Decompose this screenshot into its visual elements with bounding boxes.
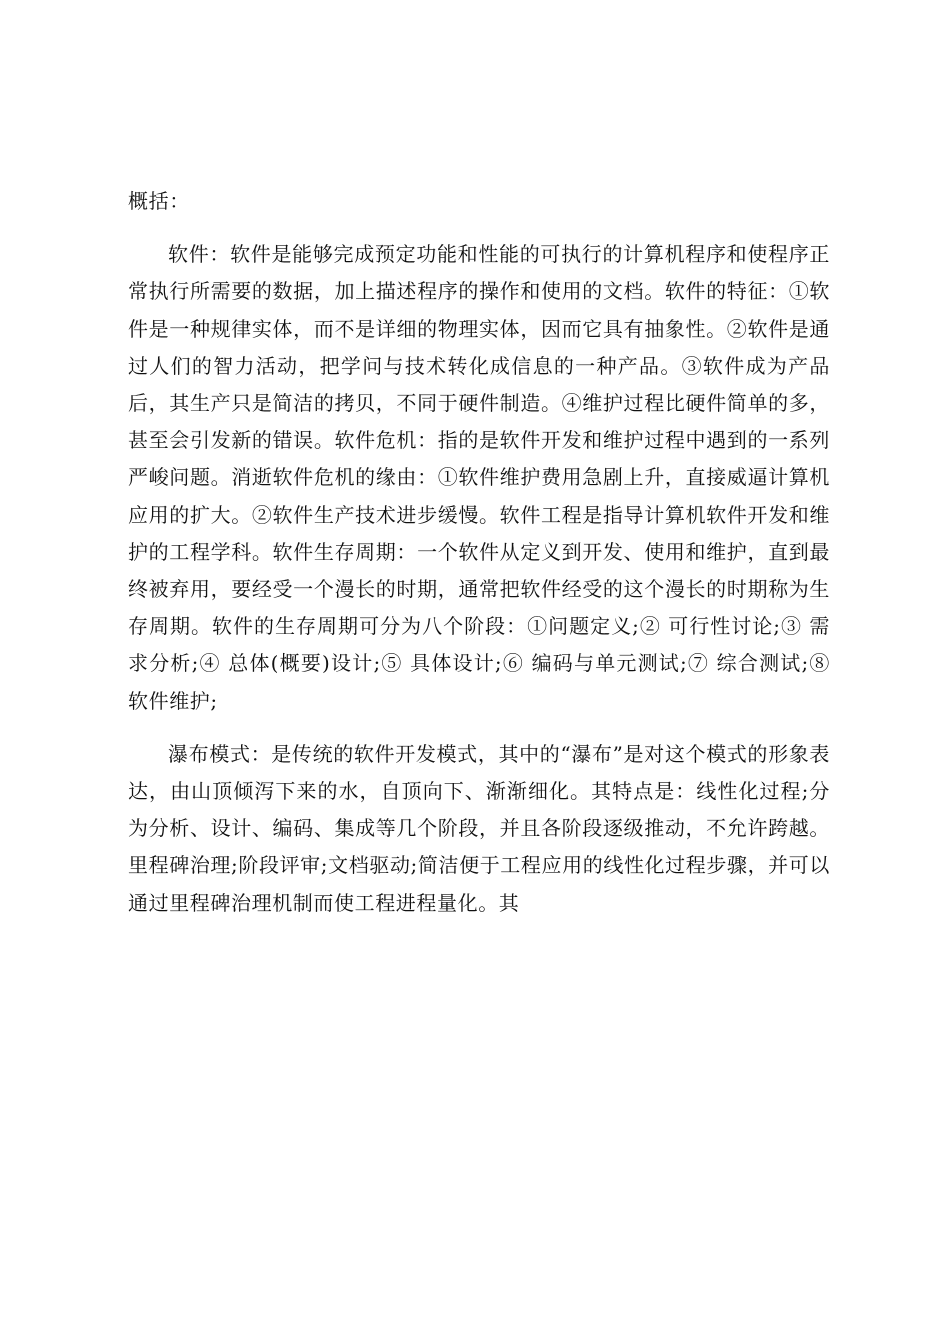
paragraph-software-definition: 软件：软件是能够完成预定功能和性能的可执行的计算机程序和使程序正常执行所需要的数据，加上描述程序的操作和使用的文档。软件的特征：①软件是一种规律实体，而不是详细的物理实体，因而它具有抽象性。②软件是通过人们的智力活动，把学问与技术转化成信息的一种产品。③软件成为产品后，其生产只是简洁的拷贝，不同于硬件制造。④维护过程比硬件简单的多，甚至会引发新的错误。软件危机：指的是软件开发和维护过程中遇到的一系列严峻问题。消逝软件危机的缘由：①软件维护费用急剧上升，直接威逼计算机应用的扩大。②软件生产技术进步缓慢。软件工程是指导计算机软件开发和维护的工程学科。软件生存周期：一个软件从定义到开发、使用和维护，直到最终被弃用，要经受一个漫长的时期，通常把软件经受的这个漫长的时期称为生存周期。软件的生存周期可分为八个阶段：①问题定义;② 可行性讨论;③ 需求分析;④ 总体(概要)设计;⑤ 具体设计;⑥ 编码与单元测试;⑦ 综合测试;⑧ 软件维护; xyxy=(128,242,830,713)
paragraph-waterfall-model: 瀑布模式：是传统的软件开发模式，其中的“瀑布”是对这个模式的形象表达，由山顶倾泻下来的水，自顶向下、渐渐细化。其特点是：线性化过程;分为分析、设计、编码、集成等几个阶段，并且各阶段逐级推动，不允许跨越。里程碑治理;阶段评审;文档驱动;简洁便于工程应用的线性化过程步骤，并可以通过里程碑治理机制而使工程进程量化。其 xyxy=(128,741,830,915)
section-heading: 概括： xyxy=(128,189,190,213)
document-body xyxy=(128,183,830,938)
